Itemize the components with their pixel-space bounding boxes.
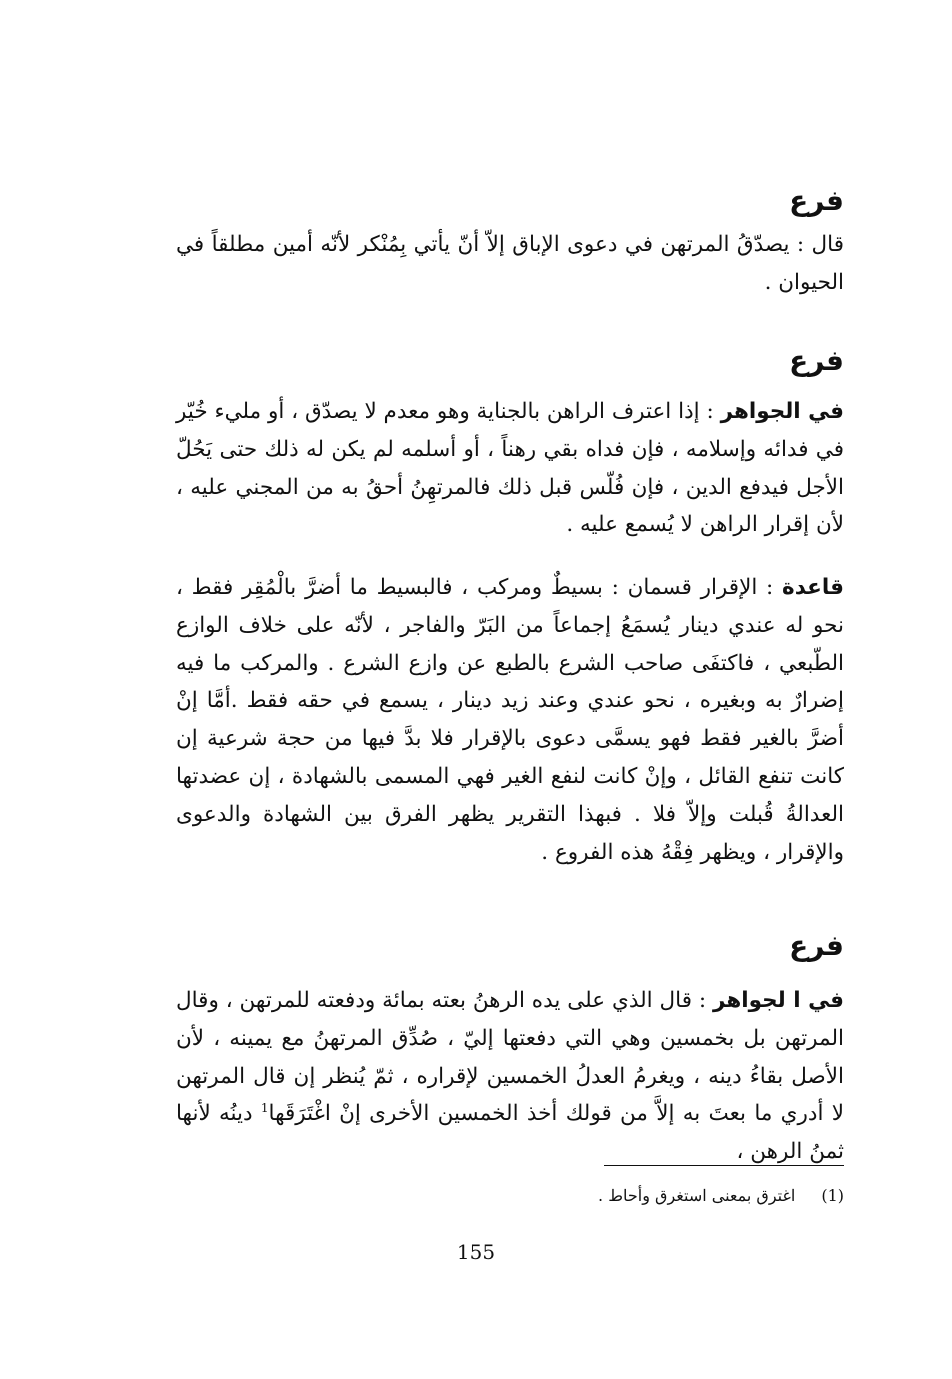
page-number: 155 bbox=[456, 1240, 496, 1264]
footnote bbox=[598, 1184, 844, 1208]
paragraph-text: قال : يصدّقُ المرتهن في دعوى الإباق إلاّ أنّ يأتي بِمُنْكر لأنّه أمين مطلقاً في الحيوان . bbox=[176, 232, 844, 295]
paragraph bbox=[176, 226, 844, 302]
paragraph-text: : الإقرار قسمان : بسيطٌ ومركب ، فالبسيط ما أضرَّ بالْمُقِر فقط ، نحو له عندي دينار يُسمَعُ إجماعاً من البَرّ والفاجر ، لأنّه على خلاف الوازع الطّبعي ، فاكتفَى صاحب الشرع بالطبع عن وازع الشرع . والمركب ما فيه إضرارٌ به وبغيره ، نحو عندي وعند زيد دينار ، يسمع في حقه فقط .أمَّا إنْ أضرَّ بالغير فقط فهو يسمَّى دعوى بالإقرار فلا بدَّ فيها من حجة شرعية إن كانت تنفع القائل ، وإنْ كانت لنفع الغير فهي المسمى بالشهادة ، إن عضدتها العدالةُ قُبلت وإلاّ فلا . فبهذا التقرير يظهر الفرق بين الشهادة والدعوى والإقرار ، ويظهر فِقْهُ هذه الفروع . bbox=[176, 575, 844, 865]
paragraph bbox=[176, 393, 844, 544]
paragraph-lead: قاعدة bbox=[782, 575, 844, 600]
paragraph-text-continued: دينُه لأنها ثمنُ الرهن ، bbox=[176, 1101, 844, 1165]
footnote-number: (1) bbox=[821, 1186, 844, 1205]
paragraph-text: : إذا اعترف الراهن بالجناية وهو معدم لا يصدّق ، أو مليء خُيّر في فدائه وإسلامه ، فإن فداه بقي رهناً ، أو أسلمه لم يكن له ذلك حتى يَحُلّ الأجل فيدفع الدين ، فإن فُلّس قبل ذلك فالمرتهِنُ أحقُ به من المجني عليه ، لأن إقرار الراهن لا يُسمع عليه . bbox=[176, 399, 844, 538]
paragraph-text: : قال الذي على يده الرهنُ بعته بمائة ودفعته للمرتهن ، وقال المرتهن بل بخمسين وهي التي دفعتها إليّ ، صُدِّق المرتهنُ مع يمينه ، لأن الأصل بقاءُ دينه ، ويغرمُ العدلُ الخمسين لإقراره ، ثمّ يُنظر إن قال المرتهن لا أدري ما بعتَ به إلاَّ من قولك أخذ الخمسين الأخرى إنْ اغْتَرَقَها bbox=[176, 988, 844, 1127]
footnote-marker: 1 bbox=[260, 1101, 269, 1116]
paragraph-lead: في ا لجواهر bbox=[713, 988, 845, 1013]
footnote-text: اغترق بمعنى استغرق وأحاط . bbox=[598, 1186, 796, 1205]
paragraph bbox=[176, 569, 844, 871]
section-heading: فرع bbox=[789, 344, 844, 377]
section-heading: فرع bbox=[789, 929, 844, 962]
paragraph bbox=[176, 982, 844, 1171]
footnote-divider bbox=[604, 1165, 844, 1166]
paragraph-lead: في الجواهر bbox=[720, 399, 844, 424]
section-heading: فرع bbox=[789, 184, 844, 217]
